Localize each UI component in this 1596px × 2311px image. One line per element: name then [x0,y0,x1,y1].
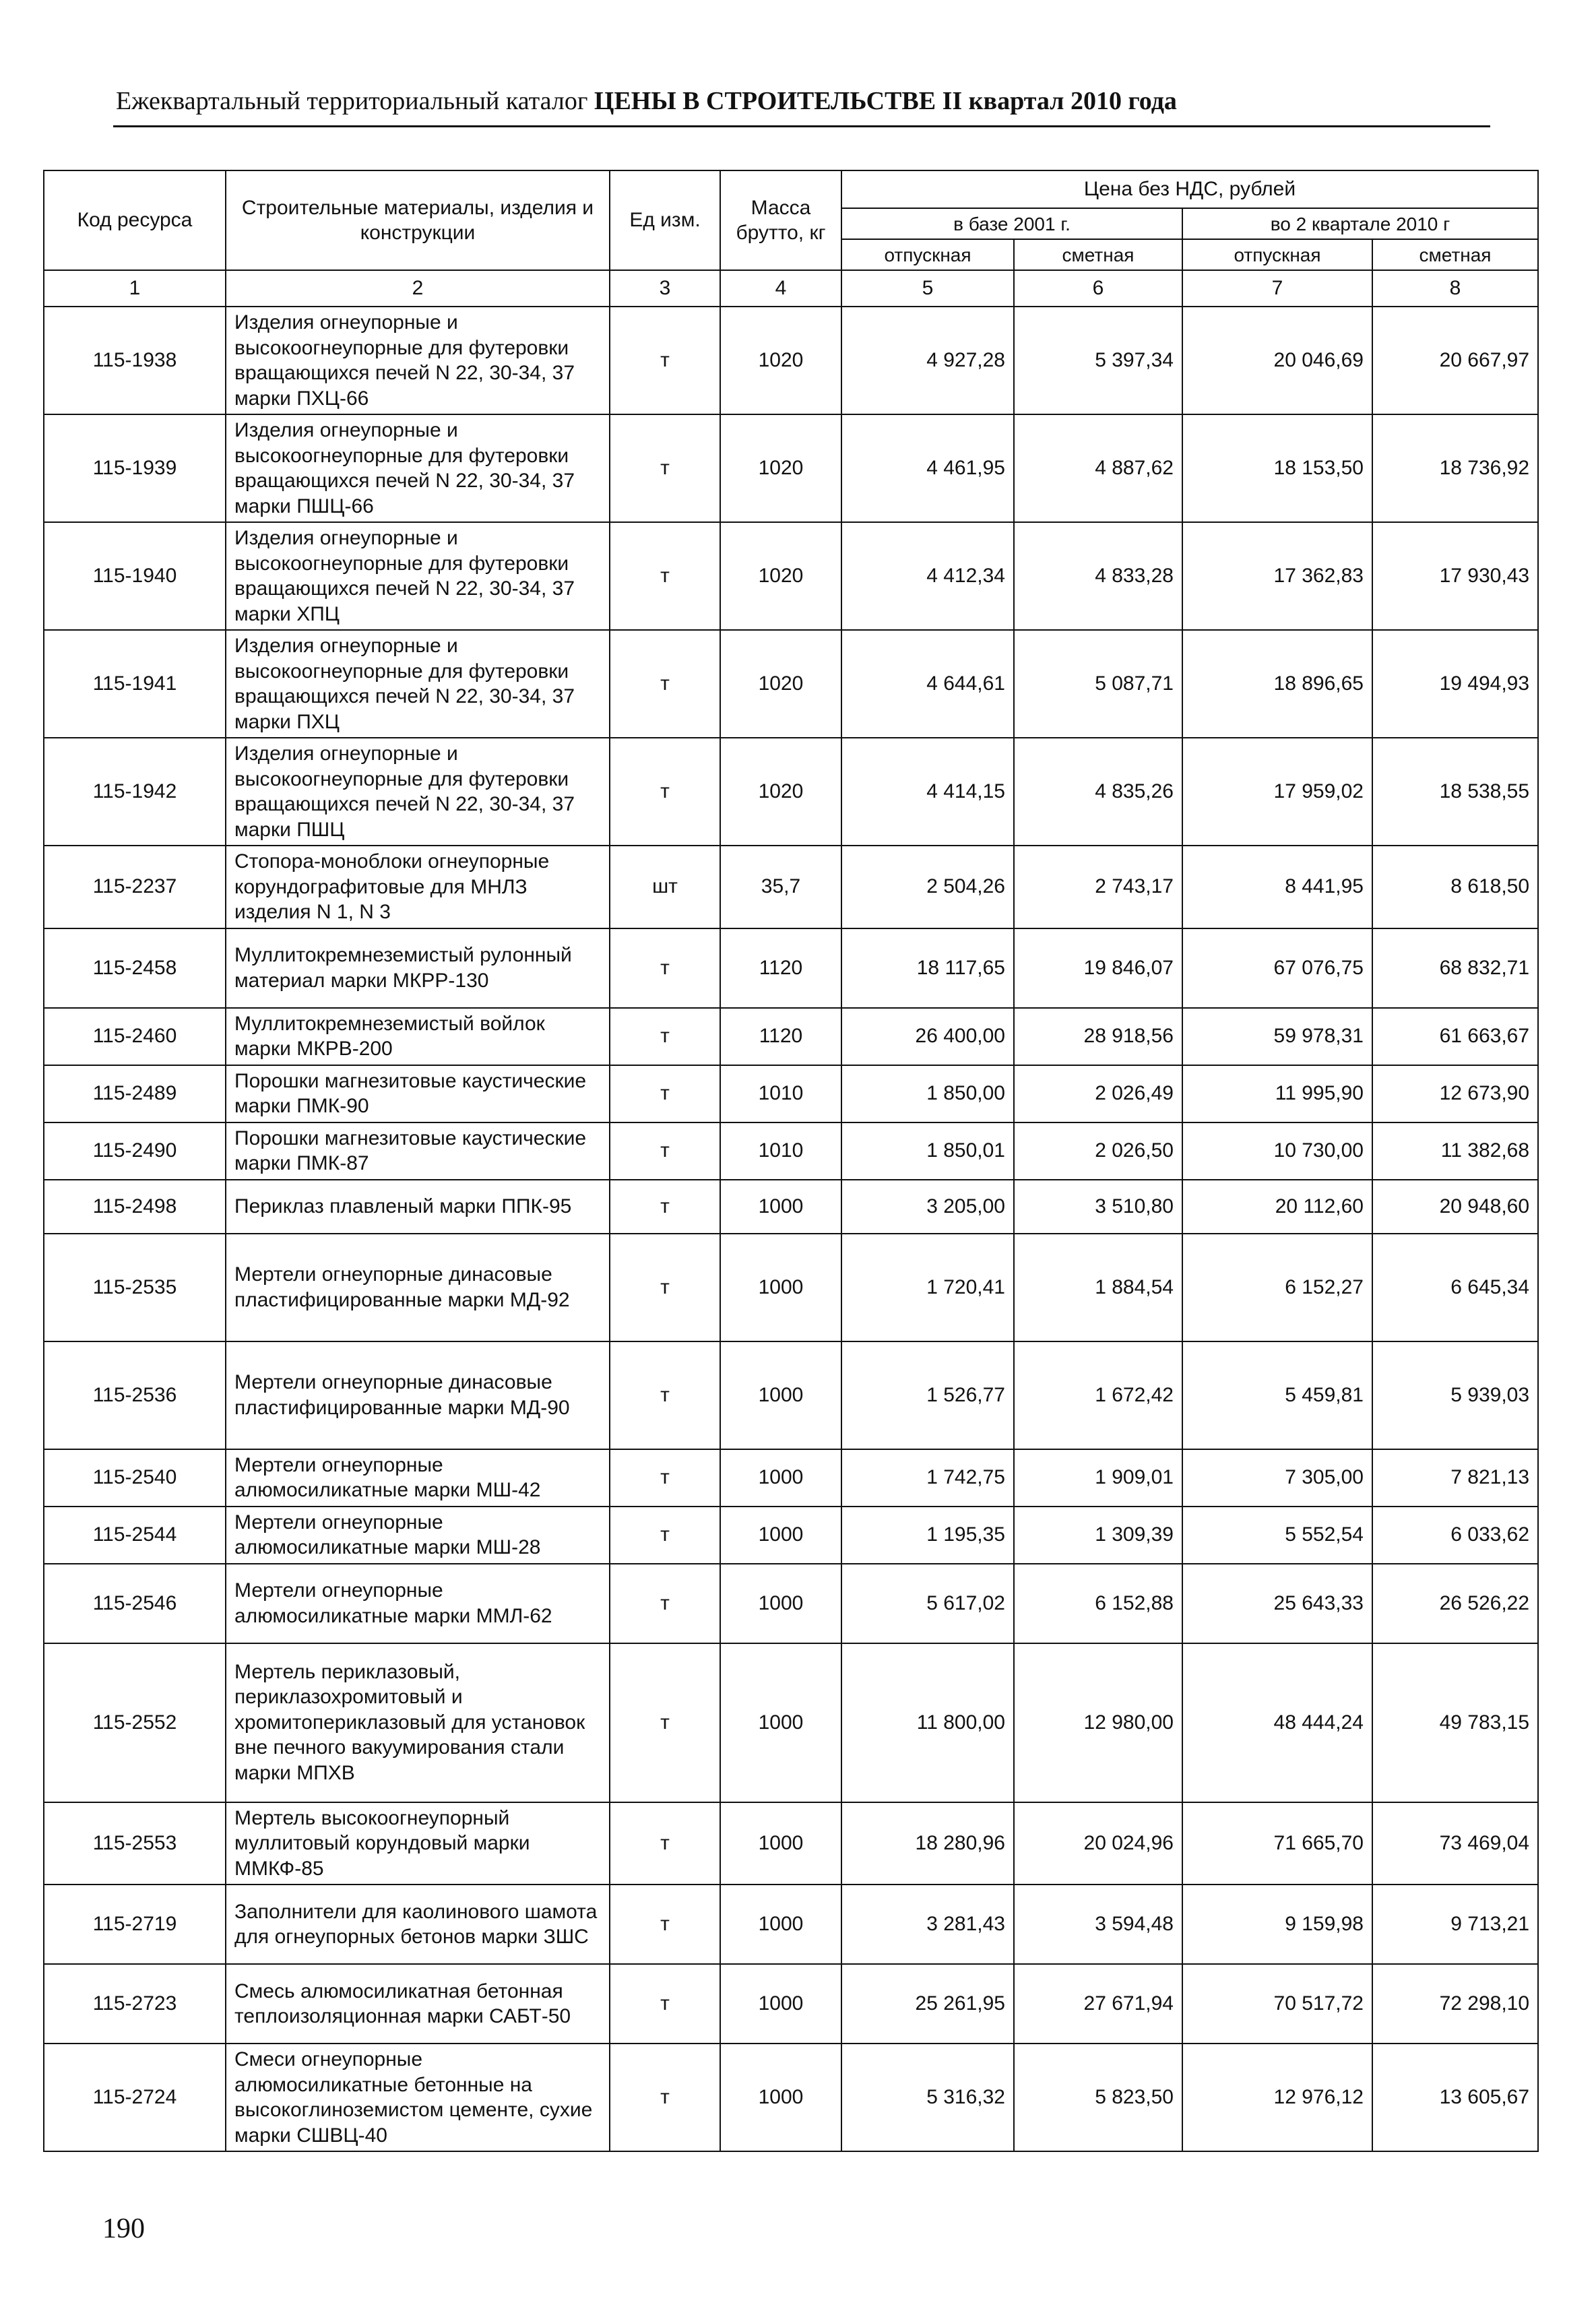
row-base-estimate-price: 3 510,80 [1014,1180,1182,1234]
row-base-estimate-price: 4 835,26 [1014,738,1182,846]
row-mass: 1120 [720,928,841,1008]
row-base-release-price: 4 461,95 [841,414,1014,522]
row-q2-estimate-price: 17 930,43 [1372,522,1538,630]
row-base-release-price: 1 742,75 [841,1449,1014,1507]
row-q2-release-price: 12 976,12 [1182,2044,1372,2151]
col-number: 6 [1014,270,1182,307]
table-row [44,522,1538,630]
row-unit: т [610,1341,720,1449]
row-base-estimate-price: 6 152,88 [1014,1564,1182,1643]
row-base-release-price: 3 281,43 [841,1885,1014,1964]
row-name: Заполнители для каолинового шамота для огнеупорных бетонов марки ЗШС [226,1885,610,1964]
row-base-estimate-price: 5 397,34 [1014,307,1182,414]
row-mass: 1000 [720,1802,841,1885]
row-mass: 1000 [720,1341,841,1449]
row-q2-estimate-price: 68 832,71 [1372,928,1538,1008]
row-code: 115-1940 [44,522,226,630]
row-q2-estimate-price: 6 645,34 [1372,1234,1538,1341]
row-q2-estimate-price: 6 033,62 [1372,1507,1538,1564]
row-code: 115-2536 [44,1341,226,1449]
row-q2-estimate-price: 18 736,92 [1372,414,1538,522]
row-unit: т [610,414,720,522]
row-code: 115-2553 [44,1802,226,1885]
row-q2-estimate-price: 13 605,67 [1372,2044,1538,2151]
table-row [44,2044,1538,2151]
row-mass: 1010 [720,1122,841,1180]
row-q2-estimate-price: 61 663,67 [1372,1008,1538,1065]
row-name: Мертели огнеупорные динасовые пластифицированные марки МД-90 [226,1341,610,1449]
table-row [44,846,1538,928]
col-number: 2 [226,270,610,307]
row-code: 115-2237 [44,846,226,928]
row-mass: 1000 [720,1964,841,2044]
row-name: Смеси огнеупорные алюмосиликатные бетонные на высокоглиноземистом цементе, сухие марки СШВЦ-40 [226,2044,610,2151]
row-name: Изделия огнеупорные и высокоогнеупорные для футеровки вращающихся печей N 22, 30-34, 37 марки ХПЦ [226,522,610,630]
row-q2-release-price: 67 076,75 [1182,928,1372,1008]
table-row [44,630,1538,738]
row-mass: 1020 [720,414,841,522]
table-row [44,1008,1538,1065]
row-q2-estimate-price: 20 667,97 [1372,307,1538,414]
row-base-estimate-price: 1 884,54 [1014,1234,1182,1341]
row-code: 115-1939 [44,414,226,522]
row-q2-estimate-price: 11 382,68 [1372,1122,1538,1180]
row-q2-estimate-price: 7 821,13 [1372,1449,1538,1507]
row-base-estimate-price: 2 026,50 [1014,1122,1182,1180]
row-mass: 1020 [720,522,841,630]
row-code: 115-2498 [44,1180,226,1234]
row-q2-estimate-price: 18 538,55 [1372,738,1538,846]
table-row [44,1234,1538,1341]
row-q2-estimate-price: 72 298,10 [1372,1964,1538,2044]
row-code: 115-1942 [44,738,226,846]
row-base-release-price: 1 850,00 [841,1065,1014,1122]
row-q2-release-price: 11 995,90 [1182,1065,1372,1122]
row-base-release-price: 26 400,00 [841,1008,1014,1065]
row-name: Изделия огнеупорные и высокоогнеупорные для футеровки вращающихся печей N 22, 30-34, 37 марки ПХЦ-66 [226,307,610,414]
row-base-estimate-price: 3 594,48 [1014,1885,1182,1964]
row-mass: 1000 [720,1885,841,1964]
row-unit: т [610,1643,720,1802]
col-number: 8 [1372,270,1538,307]
row-unit: т [610,1802,720,1885]
col-header-name: Строительные материалы, изделия и конструкции [226,170,610,270]
row-code: 115-2458 [44,928,226,1008]
price-table [43,170,1539,2152]
row-q2-estimate-price: 73 469,04 [1372,1802,1538,1885]
col-header-mass: Масса брутто, кг [720,170,841,270]
col-number: 7 [1182,270,1372,307]
row-name: Муллитокремнеземистый войлок марки МКРВ-200 [226,1008,610,1065]
row-mass: 1000 [720,1564,841,1643]
row-code: 115-2544 [44,1507,226,1564]
row-unit: т [610,1180,720,1234]
row-base-estimate-price: 28 918,56 [1014,1008,1182,1065]
table-row [44,1643,1538,1802]
row-name: Мертель высокоогнеупорный муллитовый корундовый марки ММКФ-85 [226,1802,610,1885]
header-prefix: Ежеквартальный территориальный каталог [116,87,594,115]
row-base-release-price: 4 412,34 [841,522,1014,630]
row-mass: 1000 [720,2044,841,2151]
row-code: 115-1941 [44,630,226,738]
col-number: 5 [841,270,1014,307]
page-header [116,86,1490,117]
table-row [44,1564,1538,1643]
col-header-base-2001: в базе 2001 г. [841,208,1182,239]
table-body [44,307,1538,2151]
row-unit: т [610,1008,720,1065]
row-q2-release-price: 25 643,33 [1182,1564,1372,1643]
row-base-release-price: 18 117,65 [841,928,1014,1008]
row-unit: т [610,1507,720,1564]
row-code: 115-2552 [44,1643,226,1802]
row-base-release-price: 1 526,77 [841,1341,1014,1449]
row-name: Изделия огнеупорные и высокоогнеупорные для футеровки вращающихся печей N 22, 30-34, 37 марки ПШЦ [226,738,610,846]
row-q2-estimate-price: 49 783,15 [1372,1643,1538,1802]
row-base-estimate-price: 5 823,50 [1014,2044,1182,2151]
header-rule [113,125,1490,127]
row-unit: т [610,522,720,630]
row-base-release-price: 1 720,41 [841,1234,1014,1341]
row-q2-release-price: 9 159,98 [1182,1885,1372,1964]
row-code: 115-2546 [44,1564,226,1643]
col-header-code: Код ресурса [44,170,226,270]
row-name: Порошки магнезитовые каустические марки ПМК-90 [226,1065,610,1122]
row-code: 115-2723 [44,1964,226,2044]
row-name: Порошки магнезитовые каустические марки ПМК-87 [226,1122,610,1180]
row-name: Мертели огнеупорные алюмосиликатные марки ММЛ-62 [226,1564,610,1643]
row-q2-estimate-price: 20 948,60 [1372,1180,1538,1234]
row-unit: т [610,2044,720,2151]
row-q2-estimate-price: 5 939,03 [1372,1341,1538,1449]
col-header-q2-2010: во 2 квартале 2010 г [1182,208,1538,239]
row-base-release-price: 18 280,96 [841,1802,1014,1885]
row-base-release-price: 3 205,00 [841,1180,1014,1234]
col-header-q2-release: отпускная [1182,239,1372,270]
row-name: Мертели огнеупорные алюмосиликатные марки МШ-28 [226,1507,610,1564]
page-number: 190 [102,2213,145,2244]
row-unit: т [610,630,720,738]
row-q2-estimate-price: 12 673,90 [1372,1065,1538,1122]
row-q2-release-price: 59 978,31 [1182,1008,1372,1065]
row-base-estimate-price: 4 833,28 [1014,522,1182,630]
row-q2-estimate-price: 8 618,50 [1372,846,1538,928]
row-q2-estimate-price: 26 526,22 [1372,1564,1538,1643]
row-code: 115-2535 [44,1234,226,1341]
table-row [44,1507,1538,1564]
row-q2-release-price: 17 959,02 [1182,738,1372,846]
row-mass: 1010 [720,1065,841,1122]
row-base-estimate-price: 2 743,17 [1014,846,1182,928]
row-base-estimate-price: 19 846,07 [1014,928,1182,1008]
table-row [44,1802,1538,1885]
table-row [44,928,1538,1008]
row-q2-release-price: 48 444,24 [1182,1643,1372,1802]
row-base-release-price: 2 504,26 [841,846,1014,928]
row-base-estimate-price: 27 671,94 [1014,1964,1182,2044]
row-mass: 1120 [720,1008,841,1065]
row-base-estimate-price: 2 026,49 [1014,1065,1182,1122]
row-code: 115-2719 [44,1885,226,1964]
col-number: 3 [610,270,720,307]
row-base-estimate-price: 1 672,42 [1014,1341,1182,1449]
row-name: Стопора-моноблоки огнеупорные корундографитовые для МНЛЗ изделия N 1, N 3 [226,846,610,928]
row-q2-release-price: 17 362,83 [1182,522,1372,630]
row-mass: 1020 [720,630,841,738]
row-unit: т [610,738,720,846]
row-q2-release-price: 70 517,72 [1182,1964,1372,2044]
row-q2-estimate-price: 19 494,93 [1372,630,1538,738]
row-q2-release-price: 20 112,60 [1182,1180,1372,1234]
row-code: 115-2490 [44,1122,226,1180]
row-q2-estimate-price: 9 713,21 [1372,1885,1538,1964]
row-name: Мертель периклазовый, периклазохромитовый и хромитопериклазовый для установок вне печного вакуумирования стали марки МПХВ [226,1643,610,1802]
row-name: Мертели огнеупорные алюмосиликатные марки МШ-42 [226,1449,610,1507]
row-base-release-price: 4 927,28 [841,307,1014,414]
row-base-release-price: 25 261,95 [841,1964,1014,2044]
row-name: Изделия огнеупорные и высокоогнеупорные для футеровки вращающихся печей N 22, 30-34, 37 марки ПШЦ-66 [226,414,610,522]
row-q2-release-price: 71 665,70 [1182,1802,1372,1885]
row-base-release-price: 4 414,15 [841,738,1014,846]
row-base-release-price: 5 617,02 [841,1564,1014,1643]
row-unit: т [610,1964,720,2044]
row-unit: шт [610,846,720,928]
row-base-estimate-price: 20 024,96 [1014,1802,1182,1885]
row-unit: т [610,928,720,1008]
row-q2-release-price: 20 046,69 [1182,307,1372,414]
table-row [44,1449,1538,1507]
row-code: 115-1938 [44,307,226,414]
table-row [44,1122,1538,1180]
row-name: Муллитокремнеземистый рулонный материал марки МКРР-130 [226,928,610,1008]
row-unit: т [610,307,720,414]
col-number: 4 [720,270,841,307]
row-q2-release-price: 8 441,95 [1182,846,1372,928]
row-mass: 1000 [720,1180,841,1234]
row-unit: т [610,1065,720,1122]
table-row [44,1885,1538,1964]
col-header-base-release: отпускная [841,239,1014,270]
row-base-release-price: 5 316,32 [841,2044,1014,2151]
row-base-estimate-price: 4 887,62 [1014,414,1182,522]
row-unit: т [610,1122,720,1180]
row-mass: 1020 [720,307,841,414]
col-header-unit: Ед изм. [610,170,720,270]
table-row [44,738,1538,846]
row-code: 115-2489 [44,1065,226,1122]
row-mass: 1000 [720,1449,841,1507]
row-q2-release-price: 5 552,54 [1182,1507,1372,1564]
col-header-base-estimate: сметная [1014,239,1182,270]
row-code: 115-2540 [44,1449,226,1507]
row-name: Мертели огнеупорные динасовые пластифицированные марки МД-92 [226,1234,610,1341]
table-row [44,1065,1538,1122]
row-unit: т [610,1449,720,1507]
column-number-row [44,270,1538,307]
table-row [44,1341,1538,1449]
row-unit: т [610,1564,720,1643]
row-base-release-price: 4 644,61 [841,630,1014,738]
row-base-estimate-price: 12 980,00 [1014,1643,1182,1802]
row-base-estimate-price: 1 309,39 [1014,1507,1182,1564]
row-q2-release-price: 18 153,50 [1182,414,1372,522]
row-q2-release-price: 5 459,81 [1182,1341,1372,1449]
row-code: 115-2724 [44,2044,226,2151]
row-mass: 1000 [720,1234,841,1341]
row-mass: 1020 [720,738,841,846]
col-header-q2-estimate: сметная [1372,239,1538,270]
row-name: Периклаз плавленый марки ППК-95 [226,1180,610,1234]
row-q2-release-price: 6 152,27 [1182,1234,1372,1341]
row-name: Изделия огнеупорные и высокоогнеупорные для футеровки вращающихся печей N 22, 30-34, 37 марки ПХЦ [226,630,610,738]
col-header-price-group: Цена без НДС, рублей [841,170,1538,208]
row-unit: т [610,1885,720,1964]
row-name: Смесь алюмосиликатная бетонная теплоизоляционная марки САБТ-50 [226,1964,610,2044]
header-title: ЦЕНЫ В СТРОИТЕЛЬСТВЕ II квартал 2010 года [594,87,1177,115]
row-q2-release-price: 18 896,65 [1182,630,1372,738]
row-q2-release-price: 10 730,00 [1182,1122,1372,1180]
table-row [44,1180,1538,1234]
row-base-release-price: 1 195,35 [841,1507,1014,1564]
row-mass: 1000 [720,1643,841,1802]
table-row [44,414,1538,522]
row-base-estimate-price: 5 087,71 [1014,630,1182,738]
row-base-estimate-price: 1 909,01 [1014,1449,1182,1507]
table-row [44,307,1538,414]
row-base-release-price: 11 800,00 [841,1643,1014,1802]
row-code: 115-2460 [44,1008,226,1065]
row-unit: т [610,1234,720,1341]
row-base-release-price: 1 850,01 [841,1122,1014,1180]
row-mass: 35,7 [720,846,841,928]
row-mass: 1000 [720,1507,841,1564]
row-q2-release-price: 7 305,00 [1182,1449,1372,1507]
table-row [44,1964,1538,2044]
col-number: 1 [44,270,226,307]
